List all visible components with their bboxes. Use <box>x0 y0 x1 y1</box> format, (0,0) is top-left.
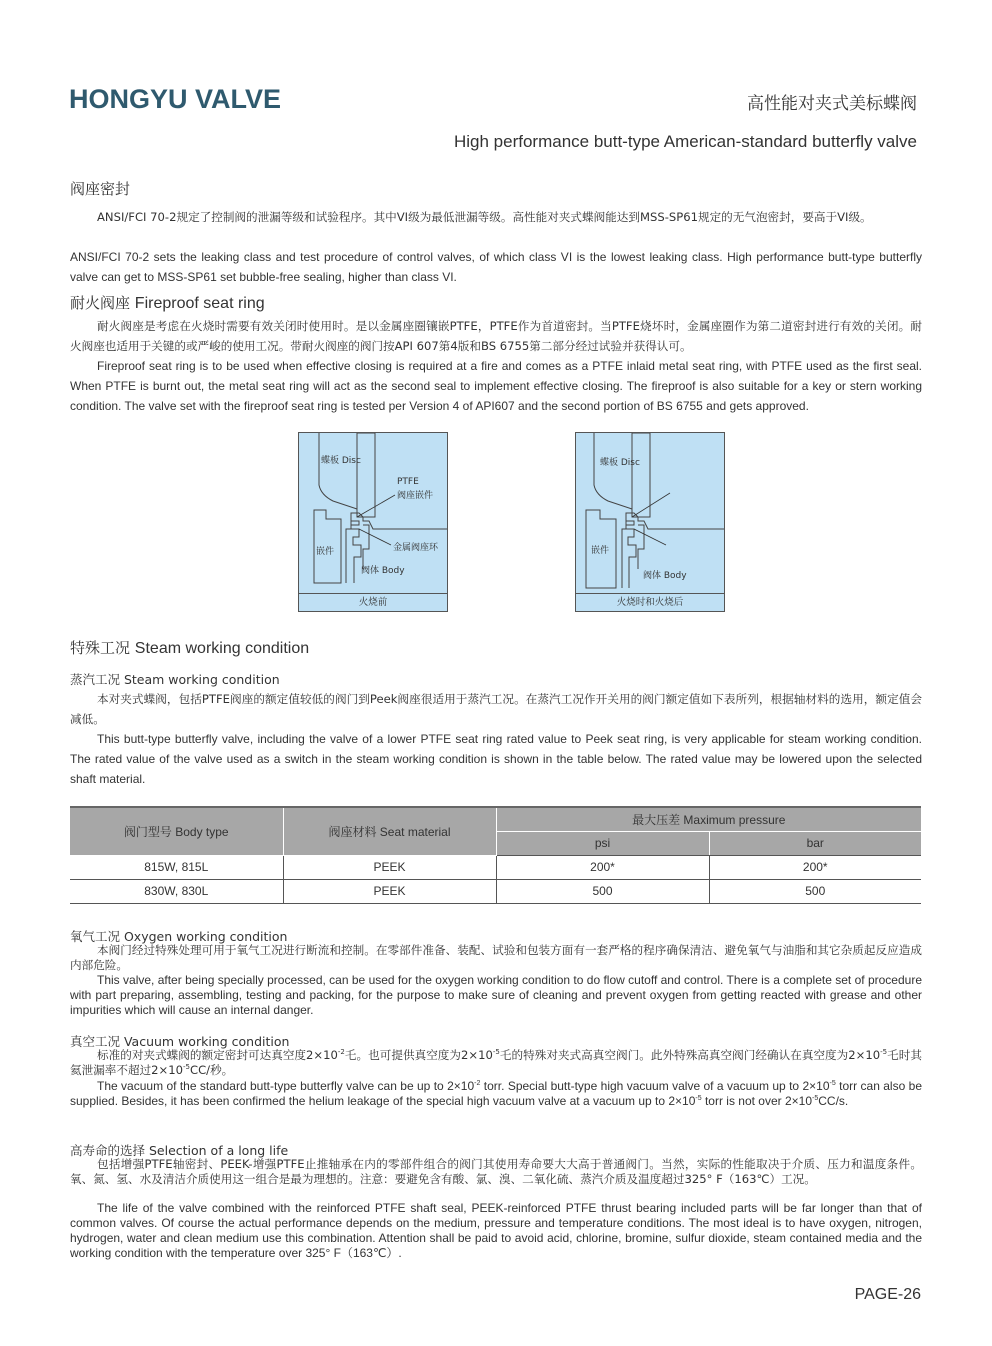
cell-seat: PEEK <box>283 879 496 903</box>
special-heading-en: Steam working condition <box>134 640 310 657</box>
label-disc: 蝶板 Disc <box>600 458 640 468</box>
diagram-caption: 火烧时和火烧后 <box>576 593 724 611</box>
long-life-cn-paragraph: 包括增强PTFE轴密封、PEEK-增强PTFE止推轴承在内的零部件组合的阀门其使用寿命要大大高于普通阀门。当然，实际的性能取决于介质、压力和温度条件。氧、氮、氢、水及清洁介质使用这一组合是最为理想的。注意：要避免含有酸、氯、溴、二氧化硫、蒸汽介质及温度超过325° F（163℃）工况。 <box>70 1157 922 1186</box>
steam-pressure-table <box>70 806 921 904</box>
long-life-heading: 高寿命的选择 Selection of a long life <box>70 1143 289 1158</box>
cell-body-type: 830W, 830L <box>70 879 283 903</box>
page-title-cn: 高性能对夹式美标蝶阀 <box>747 94 917 114</box>
fireproof-heading-cn: 耐火阀座 <box>70 294 131 312</box>
diagram-during-after-fire <box>575 432 725 612</box>
diagram-before-fire <box>298 432 448 612</box>
col-header-bar: bar <box>709 831 921 855</box>
brand-logo: HONGYU VALVE <box>69 84 282 114</box>
label-ptfe: PTFE <box>397 477 419 487</box>
col-header-seat-material: 阀座材料 Seat material <box>283 807 496 855</box>
page-title-en: High performance butt-type American-standard butterfly valve <box>453 132 917 151</box>
label-body: 阀体 Body <box>643 571 687 581</box>
diagram-caption: 火烧前 <box>299 593 447 611</box>
page-number: PAGE-26 <box>854 1286 921 1303</box>
col-header-body-type: 阀门型号 Body type <box>70 807 283 855</box>
table-row <box>70 879 921 903</box>
vacuum-cn-paragraph: 标准的对夹式蝶阀的额定密封可达真空度$2\times 10^{-2}$乇。也可提供真空度为$2\times 10^{-5}$乇的特殊对夹式高真空阀门。此外特殊高真空阀门经确认在真空度为$2\times 10^{-5}$乇时其氦泄漏率不超过$2\times 10^{-5}CC/$秒。 <box>70 1048 922 1077</box>
vacuum-en-paragraph: The vacuum of the standard butt-type butterfly valve can be up to $2\times 10^{-2}$ torr. Special butt-type high vacuum valve of a vacuum up to $2\times 10^{-5}$ torr can also be supplied. Besides, it has been confirmed the helium leakage of the special high vacuum valve at a vacuum up to $2\times 10^{-5}$ torr is not over $2\times 10^{-5}CC/s$. <box>70 1079 922 1108</box>
oxygen-heading: 氧气工况 Oxygen working condition <box>70 929 288 944</box>
cell-seat: PEEK <box>283 855 496 879</box>
seat-seal-cn-paragraph: ANSI/FCI 70-2规定了控制阀的泄漏等级和试验程序。其中VI级为最低泄漏等级。高性能对夹式蝶阀能达到MSS-SP61规定的无气泡密封，要高于VI级。 <box>97 210 872 224</box>
oxygen-cn-paragraph: 本阀门经过特殊处理可用于氧气工况进行断流和控制。在零部件准备、装配、试验和包装方面有一套严格的程序确保清洁、避免氧气与油脂和其它杂质起反应造成内部危险。 <box>70 943 922 972</box>
label-insert: 嵌件 <box>591 546 610 556</box>
vacuum-heading: 真空工况 Vacuum working condition <box>70 1034 290 1049</box>
long-life-en-paragraph: The life of the valve combined with the reinforced PTFE shaft seal, PEEK-reinforced PTFE thrust bearing included parts will be far longer than that of common valves. Of course the actual performance depends on the medium, pressure and temperature conditions. The most ideal is to have oxygen, nitrogen, hydrogen, water and clean medium use this combination. Attention shall be paid to avoid acid, chlorine, bromine, sulfur dioxide, steam contained media and the working condition with the temperature over 325° F（163℃）. <box>70 1201 922 1260</box>
section-heading-seat-seal: 阀座密封 <box>70 180 131 198</box>
steam-heading: 蒸汽工况 Steam working condition <box>70 672 280 687</box>
fireproof-en-paragraph: Fireproof seat ring is to be used when effective closing is required at a fire and comes as a PTFE inlaid metal seat ring, with PTFE used as the first seal. When PTFE is burnt out, the metal seat ring will act as the second seal to implement effective closing. The fireproof is also suitable for a key or stern working condition. The valve set with the fireproof seat ring is tested per Version 4 of API607 and the second portion of BS 6755 and gets approved. <box>70 359 922 413</box>
section-heading-fireproof <box>70 292 265 313</box>
seat-seal-en-paragraph: ANSI/FCI 70-2 sets the leaking class and test procedure of control valves, of which class VI is the lowest leaking class. High performance butt-type butterfly valve can get to MSS-SP61 set bubble-free sealing, higher than class VI. <box>70 250 922 284</box>
label-metal-seat-ring: 金属阀座环 <box>393 543 439 553</box>
steam-en-paragraph: This butt-type butterfly valve, including the valve of a lower PTFE seat ring rated value to Peek seat ring, is very applicable for steam working condition. The rated value of the valve used as a switch in the steam working condition is shown in the table below. The rated value may be lowered upon the selected shaft material. <box>70 732 922 786</box>
label-ptfe-insert: 阀座嵌件 <box>397 491 434 501</box>
oxygen-en-paragraph: This valve, after being specially processed, can be used for the oxygen working condition to do flow cutoff and control. There is a complete set of procedure with part preparing, assembling, testing and packing, for the purpose to make sure of cleaning and prevent oxygen from getting reacted with grease and other impurities which will cause an internal danger. <box>70 973 922 1017</box>
col-header-max-pressure: 最大压差 Maximum pressure <box>496 807 921 831</box>
steam-cn-paragraph: 本对夹式蝶阀，包括PTFE阀座的额定值较低的阀门到Peek阀座很适用于蒸汽工况。在蒸汽工况作开关用的阀门额定值如下表所列，根据轴材料的选用，额定值会减低。 <box>70 692 922 726</box>
cell-psi: 200* <box>496 855 709 879</box>
label-insert: 嵌件 <box>316 547 335 557</box>
cell-bar: 200* <box>709 855 921 879</box>
fireproof-heading-en: Fireproof seat ring <box>134 295 265 312</box>
special-heading-cn: 特殊工况 <box>70 639 131 657</box>
label-disc: 蝶板 Disc <box>321 456 361 466</box>
section-heading-special <box>70 637 309 658</box>
cell-bar: 500 <box>709 879 921 903</box>
fireproof-cn-paragraph: 耐火阀座是考虑在火烧时需要有效关闭时使用时。是以金属座圈镶嵌PTFE，PTFE作为首道密封。当PTFE烧坏时，金属座圈作为第二道密封进行有效的关闭。耐火阀座也适用于关键的或严峻的使用工况。带耐火阀座的阀门按API 607第4版和BS 6755第二部分经过试验并获得认可。 <box>70 319 922 353</box>
table-row <box>70 855 921 879</box>
col-header-psi: psi <box>496 831 709 855</box>
cell-body-type: 815W, 815L <box>70 855 283 879</box>
label-body: 阀体 Body <box>361 566 405 576</box>
cell-psi: 500 <box>496 879 709 903</box>
